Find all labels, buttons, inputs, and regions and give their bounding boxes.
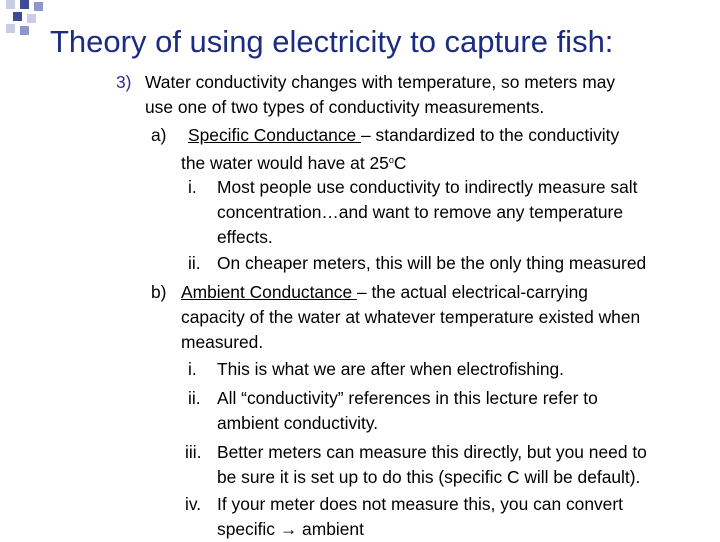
point-3 bbox=[116, 70, 615, 120]
sub-point-a-ii-number: ii. bbox=[188, 253, 201, 273]
point-3-number: 3) bbox=[116, 72, 132, 92]
sub-point-b-iv-number: iv. bbox=[185, 494, 202, 514]
decor-square bbox=[34, 2, 43, 11]
sub-point-a-ii-line-1: On cheaper meters, this will be the only thing measured bbox=[217, 253, 647, 273]
decor-square bbox=[20, 26, 29, 35]
sub-point-b-line-3: measured. bbox=[181, 332, 264, 353]
sub-point-b-iii-number: iii. bbox=[185, 442, 202, 462]
decor-square bbox=[27, 14, 36, 23]
degree-superscript: o bbox=[388, 155, 394, 166]
sub-point-a-line-1 bbox=[151, 123, 619, 148]
sub-point-b-iii bbox=[185, 440, 647, 490]
sub-point-a-i-line-1: Most people use conductivity to indirectly measure salt bbox=[217, 177, 638, 197]
sub-point-a-i-number: i. bbox=[188, 177, 197, 197]
sub-point-b-line-2: capacity of the water at whatever temperature existed when bbox=[181, 307, 641, 328]
ambient-conductance-term: Ambient Conductance bbox=[181, 282, 357, 302]
sub-point-b-ii bbox=[188, 386, 598, 436]
sub-point-b-iv bbox=[185, 492, 623, 542]
sub-point-a-i-line-2: concentration…and want to remove any temperature bbox=[217, 202, 624, 223]
sub-point-b-i-line-1: This is what we are after when electrofishing. bbox=[217, 359, 565, 379]
sub-point-b bbox=[151, 280, 640, 356]
sub-point-b-i-number: i. bbox=[188, 359, 197, 379]
sub-point-b-line-1 bbox=[151, 280, 640, 305]
point-3-line-1: Water conductivity changes with temperature, so meters may bbox=[145, 72, 616, 92]
sub-point-b-iii-line-2: be sure it is set up to do this (specific C will be default). bbox=[217, 467, 641, 488]
sub-point-b-iv-line-1: If your meter does not measure this, you can convert bbox=[217, 494, 623, 514]
slide-title: Theory of using electricity to capture fish: bbox=[50, 24, 614, 59]
sub-point-b-number: b) bbox=[151, 282, 167, 302]
sub-point-a-line-2 bbox=[151, 148, 619, 176]
decor-square bbox=[13, 12, 22, 21]
sub-point-a bbox=[151, 123, 619, 176]
point-3-line-2: use one of two types of conductivity measurements. bbox=[145, 97, 545, 118]
decor-square bbox=[6, 0, 15, 9]
sub-point-a-i-line-3: effects. bbox=[217, 227, 273, 248]
sub-point-a-definition: – standardized to the conductivity bbox=[361, 125, 620, 145]
specific-conductance-term: Specific Conductance bbox=[188, 125, 362, 145]
sub-point-a-number: a) bbox=[151, 125, 167, 145]
sub-point-a-line-2-text: the water would have at 25 bbox=[181, 153, 389, 174]
decor-square bbox=[6, 24, 15, 33]
sub-point-b-ii-number: ii. bbox=[188, 388, 201, 408]
decor-square bbox=[20, 0, 29, 9]
sub-point-b-ii-line-1: All “conductivity” references in this lecture refer to bbox=[217, 388, 598, 408]
sub-point-b-definition: – the actual electrical-carrying bbox=[356, 282, 588, 302]
sub-point-a-i bbox=[188, 175, 637, 251]
sub-point-b-iii-line-1: Better meters can measure this directly, but you need to bbox=[217, 442, 647, 462]
sub-point-a-ii bbox=[188, 251, 646, 276]
sub-point-b-iv-line-2: specific → ambient bbox=[217, 519, 364, 540]
sub-point-b-ii-line-2: ambient conductivity. bbox=[217, 413, 379, 434]
sub-point-a-line-2-unit: C bbox=[393, 153, 407, 174]
sub-point-b-i bbox=[188, 357, 564, 382]
